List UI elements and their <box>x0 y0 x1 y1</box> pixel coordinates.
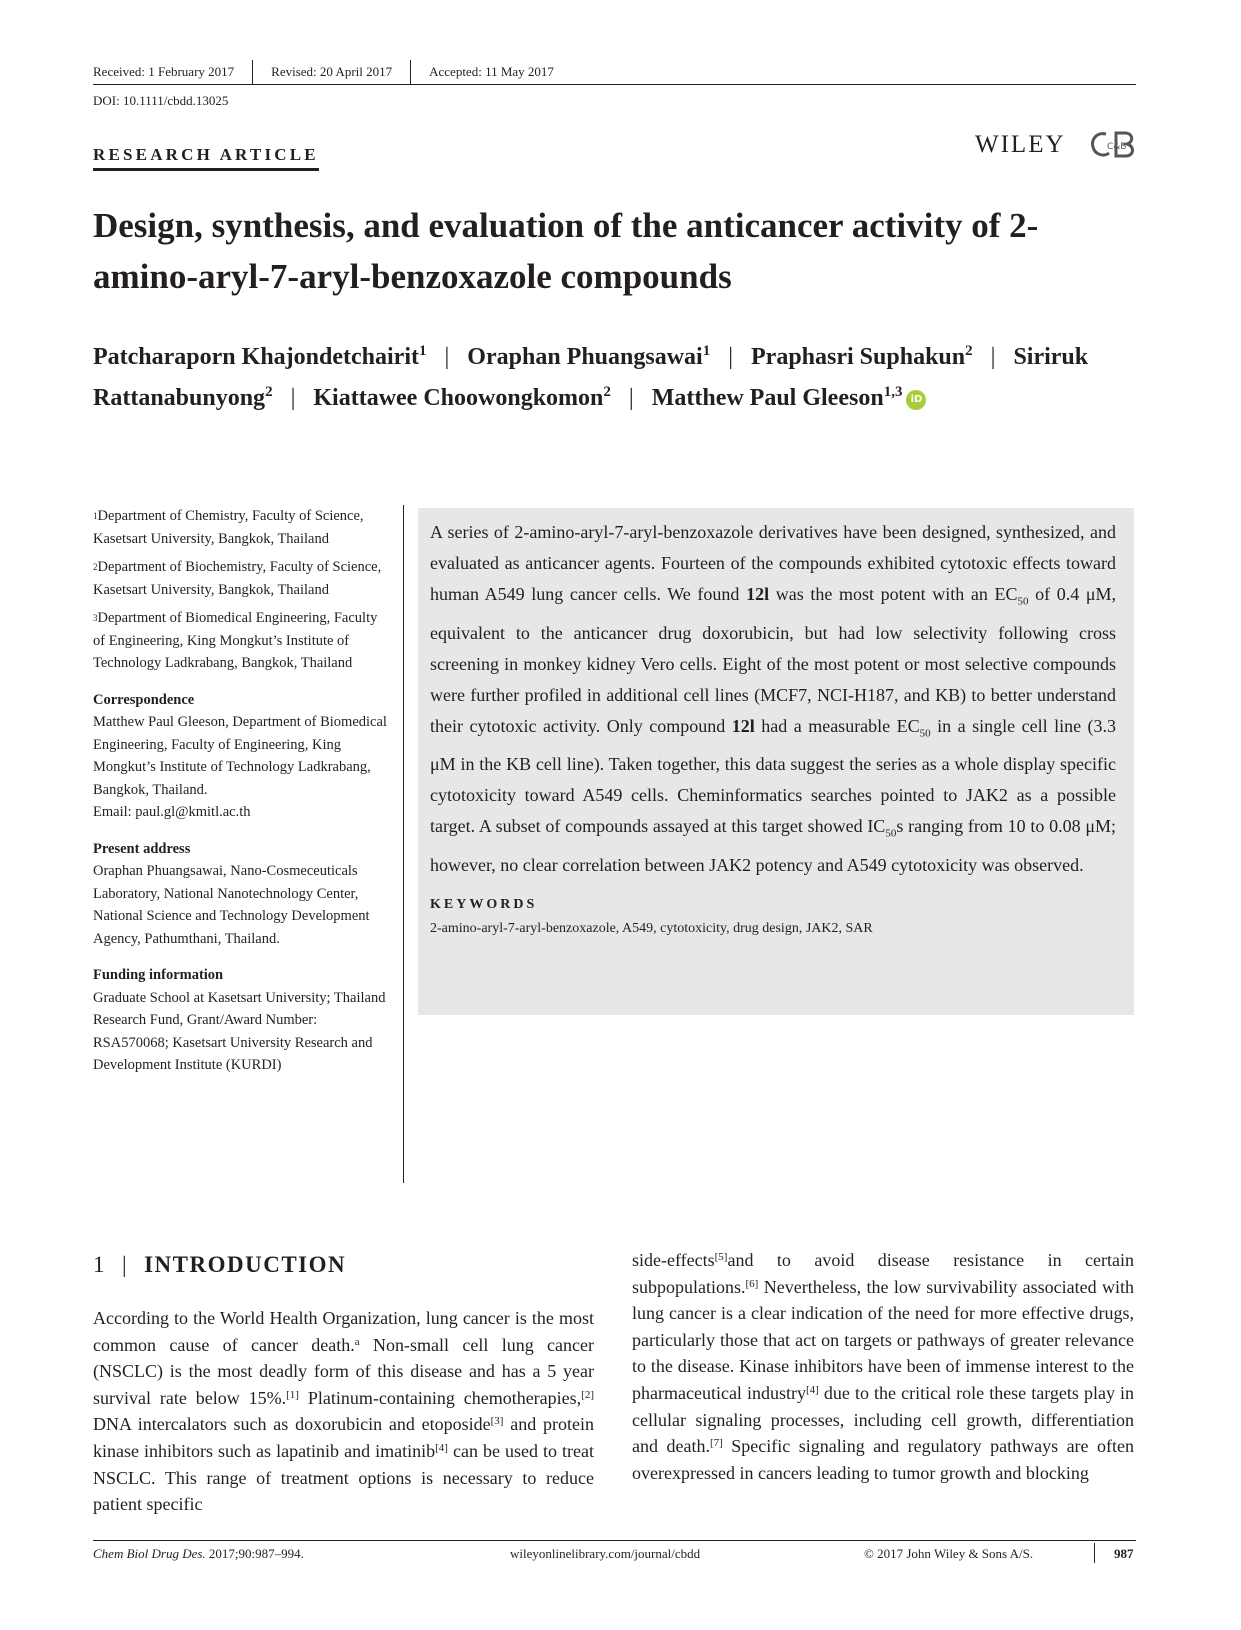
article-dates <box>93 60 554 84</box>
author-name: Kiattawee Choowongkomon <box>313 385 604 411</box>
citation-ref: [7] <box>709 1437 723 1450</box>
keywords: 2-amino-aryl-7-aryl-benzoxazole, A549, cytotoxicity, drug design, JAK2, SAR <box>430 920 873 936</box>
sidebar-divider <box>403 505 404 1183</box>
footer-rule <box>93 1540 1136 1541</box>
abstract-text: A series of 2-amino-aryl-7-aryl-benzoxazole derivatives have been designed, synthesized, and evaluated as anticancer agents. Fourteen of the compounds exhibited cytotoxic effects toward human A549 lung cancer cells. We found 12l was the most potent with an $EC_{50}$ of 0.4 μM, equivalent to the anticancer drug doxorubicin, but had low selectivity following cross screening in monkey kidney Vero cells. Eight of the most potent or most selective compounds were further profiled in additional cell lines (MCF7, NCI-H187, and KB) to better understand their cytotoxic activity. Only compound 12l had a measurable $EC_{50}$ in a single cell line (3.3 μM in the KB cell line). Taken together, this data suggest the series as a whole display specific cytotoxicity toward A549 cells. Cheminformatics searches pointed to JAK2 as a possible target. A subset of compounds assayed at this target showed $IC_{50}s$ ranging from 10 to 0.08 μM; however, no clear correlation between JAK2 potency and A549 cytotoxicity was observed. <box>430 522 1117 875</box>
publisher-logo: WILEY <box>975 131 1066 158</box>
doi[interactable]: DOI: 10.1111/cbdd.13025 <box>93 93 229 108</box>
author-affiliation: 2 <box>603 384 611 400</box>
funding-heading: Funding information <box>93 967 224 983</box>
affiliation: $^3$Department of Biomedical Engineering, Faculty of Engineering, King Mongkut’s Institute of Technology Ladkrabang, Bangkok, Thailand <box>93 610 378 671</box>
divider <box>1094 1543 1095 1563</box>
divider: | <box>444 344 450 370</box>
correspondence-email[interactable]: Email: paul.gl@kmitl.ac.th <box>93 804 251 820</box>
citation-ref: [6] <box>745 1277 759 1290</box>
affiliation: $^2$Department of Biochemistry, Faculty of Science, Kasetsart University, Bangkok, Thailand <box>93 559 382 598</box>
author-affiliation: 2 <box>265 384 273 400</box>
citation-ref: [2] <box>581 1388 594 1401</box>
citation-ref: a <box>354 1335 360 1348</box>
divider <box>252 60 253 84</box>
correspondence-text: Matthew Paul Gleeson, Department of Biomedical Engineering, Faculty of Engineering, King Mongkut’s Institute of Technology Ladkrabang, Bangkok, Thailand. <box>93 714 387 798</box>
body-column-left: According to the World Health Organization, lung cancer is the most common cause of cancer death.$^a$ Non-small cell lung cancer (NSCLC) is the most deadly form of this disease and has a 5 year survival rate below 15%.[1] Platinum-containing chemotherapies,[2] DNA intercalators such as doxorubicin and etoposide[3] and protein kinase inhibitors such as lapatinib and imatinib[4] can be used to treat NSCLC. This range of treatment options is necessary to reduce patient specific <box>93 1308 595 1515</box>
citation-ref: [3] <box>490 1415 504 1428</box>
present-address-text: Oraphan Phuangsawai, Nano-Cosmeceuticals Laboratory, National Nanotechnology Center, National Science and Technology Development Agency, Pathumthani, Thailand. <box>93 863 370 947</box>
affiliation: $^1$Department of Chemistry, Faculty of Science, Kasetsart University, Bangkok, Thailand <box>93 508 364 547</box>
keywords-heading: KEYWORDS <box>430 896 538 912</box>
author-affiliation: 1,3 <box>883 384 903 400</box>
author-name: Patcharaporn Khajondetchairit <box>93 344 419 370</box>
orcid-icon[interactable]: iD <box>906 390 926 410</box>
author-name: Siriruk Rattanabunyong <box>93 344 1089 411</box>
citation-ref: [1] <box>286 1388 299 1401</box>
author-name: Praphasri Suphakun <box>751 344 966 370</box>
present-address-heading: Present address <box>93 840 191 857</box>
abstract-box <box>418 508 1134 1015</box>
footer-citation: Chem Biol Drug Des. 2017;90:987–994. <box>93 1546 304 1561</box>
author-name: Oraphan Phuangsawai <box>467 344 703 370</box>
author-name: Matthew Paul Gleeson <box>651 385 884 411</box>
author-affiliation: 2 <box>965 343 973 359</box>
divider: | <box>628 385 634 411</box>
present-address <box>93 838 393 951</box>
author-affiliation: 1 <box>418 343 427 359</box>
divider: | <box>990 344 996 370</box>
page-number: 987 <box>1114 1546 1134 1561</box>
divider <box>410 60 411 84</box>
journal-logo-text: C&B <box>1107 142 1127 152</box>
citation-ref: [5] <box>714 1251 728 1263</box>
section-title: INTRODUCTION <box>144 1252 347 1277</box>
header-rule <box>93 84 1136 85</box>
revised-date: Revised: 20 April 2017 <box>271 64 393 79</box>
divider: | <box>290 385 296 411</box>
author-list <box>93 337 1143 419</box>
sidebar <box>93 505 393 1077</box>
footer-url[interactable]: wileyonlinelibrary.com/journal/cbdd <box>510 1546 701 1561</box>
divider: | <box>122 1252 129 1277</box>
divider: | <box>728 344 734 370</box>
journal-logo-icon <box>1088 128 1138 162</box>
funding-information <box>93 964 393 1077</box>
accepted-date: Accepted: 11 May 2017 <box>429 64 554 79</box>
article-type-label: RESEARCH ARTICLE <box>93 145 319 171</box>
article-title: Design, synthesis, and evaluation of the anticancer activity of 2-amino-aryl-7-aryl-benzoxazole compounds <box>93 206 1039 296</box>
section-heading <box>93 1252 346 1278</box>
correspondence <box>93 689 393 824</box>
funding-text: Graduate School at Kasetsart University; Thailand Research Fund, Grant/Award Number: RSA570068; Kasetsart University Research and Development Institute (KURDI) <box>93 989 386 1073</box>
correspondence-heading: Correspondence <box>93 691 195 708</box>
received-date: Received: 1 February 2017 <box>93 64 235 79</box>
citation-ref: [4] <box>806 1383 819 1396</box>
footer-copyright: © 2017 John Wiley & Sons A/S. <box>864 1546 1034 1561</box>
body-column-right: side-effects[5]and to avoid disease resistance in certain subpopulations.[6] Nevertheless, the low survivability associated with lung cancer is a clear indication of the need for more effective drugs, particularly those that act on targets or pathways of greater relevance to the disease. Kinase inhibitors have been of immense interest to the pharmaceutical industry[4] due to the critical role these targets play in cellular signaling processes, including cell growth, differentiation and death.[7] Specific signaling and regulatory pathways are often overexpressed in cancers leading to tumor growth and blocking <box>632 1250 1135 1483</box>
section-number: 1 <box>93 1252 106 1277</box>
citation-ref: [4] <box>435 1441 448 1454</box>
author-affiliation: 1 <box>702 343 711 359</box>
